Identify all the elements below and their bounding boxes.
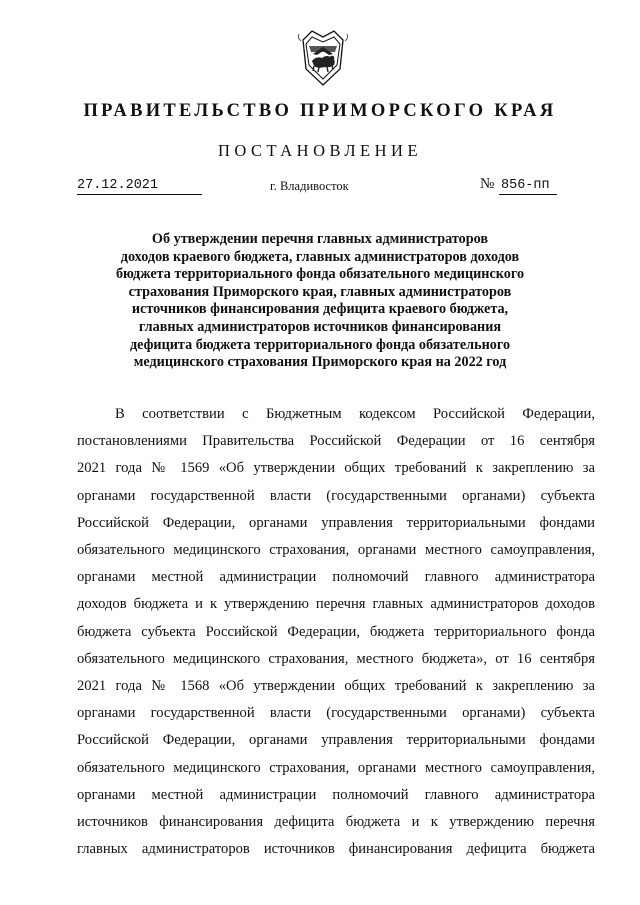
- document-type: ПОСТАНОВЛЕНИЕ: [217, 141, 423, 160]
- heading-line: Об утверждении перечня главных администраторов: [151, 231, 489, 247]
- body-line: органами местной администрации полномочий главного администратора: [77, 786, 595, 803]
- heading-line: источников финансирования дефицита краевого бюджета,: [131, 301, 509, 318]
- body-line: обязательного медицинского страхования, органами местного самоуправления,: [77, 542, 595, 559]
- document-number: 856-пп: [499, 177, 557, 195]
- body-line: В соответствии с Бюджетным кодексом Российской Федерации,: [115, 406, 595, 422]
- body-line: органами государственной власти (государственными органами) субъекта: [77, 705, 595, 722]
- heading-line: главных администраторов источников финансирования: [138, 318, 502, 335]
- body-line: постановлениями Правительства Российской Федерации от 16 сентября: [77, 433, 595, 450]
- document-city: г. Владивосток: [270, 179, 349, 193]
- body-line: 2021 года № 1569 «Об утверждении общих требований к закреплению за: [77, 460, 595, 477]
- body-line: органами местной администрации полномочий главного администратора: [77, 569, 595, 586]
- body-line: Российской Федерации, органами управления территориальными фондами: [77, 514, 595, 531]
- heading-line: дефицита бюджета территориального фонда обязательного: [129, 336, 511, 353]
- heading-line: бюджета территориального фонда обязательного медицинского: [115, 266, 525, 283]
- government-title: ПРАВИТЕЛЬСТВО ПРИМОРСКОГО КРАЯ: [83, 101, 557, 121]
- body-line: органами государственной власти (государственными органами) субъекта: [77, 487, 595, 504]
- heading-line: медицинского страхования Приморского края на 2022 год: [133, 354, 507, 371]
- document-number-label: №: [480, 176, 495, 192]
- body-line: главных администраторов источников финансирования дефицита бюджета: [77, 841, 595, 858]
- body-line: бюджета субъекта Российской Федерации, бюджета территориального фонда: [77, 623, 595, 640]
- coat-of-arms-icon: [296, 25, 350, 87]
- body-line: 2021 года № 1568 «Об утверждении общих требований к закреплению за: [77, 678, 595, 695]
- document-date: 27.12.2021: [77, 177, 202, 195]
- body-line: обязательного медицинского страхования, органами местного самоуправления,: [77, 759, 595, 776]
- heading-line: страхования Приморского края, главных администраторов: [128, 283, 512, 300]
- body-line: доходов бюджета и к утверждению перечня главных администраторов доходов: [77, 596, 595, 613]
- body-paragraph: [77, 401, 595, 863]
- document-heading: [90, 231, 550, 372]
- body-line: Российской Федерации, органами управления территориальными фондами: [77, 732, 595, 749]
- heading-line: доходов краевого бюджета, главных администраторов доходов: [120, 248, 520, 265]
- body-line: обязательного медицинского страхования, местного бюджета», от 16 сентября: [77, 650, 595, 667]
- body-line: источников финансирования дефицита бюджета и к утверждению перечня: [77, 814, 595, 831]
